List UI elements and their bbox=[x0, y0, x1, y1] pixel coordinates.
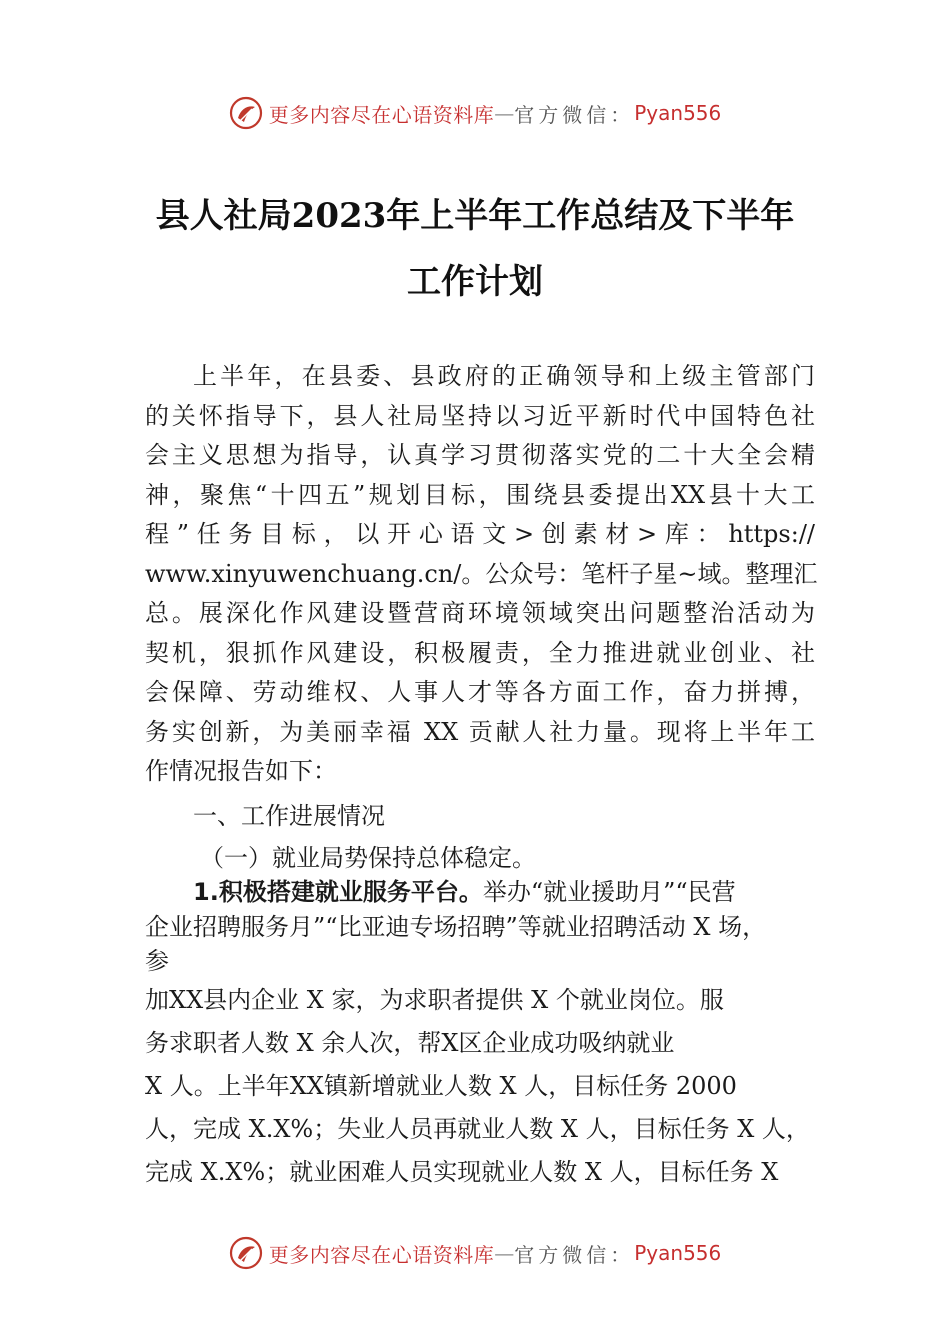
intro-line: 总。展深化作风建设暨营商环境领域突出问题整治活动为 bbox=[145, 599, 815, 627]
footer-banner bbox=[0, 1233, 950, 1273]
header-banner bbox=[0, 93, 950, 133]
intro-line: 的关怀指导下，县人社局坚持以习近平新时代中国特色社 bbox=[145, 401, 815, 430]
banner-wechat-label: 官方微信： bbox=[514, 1242, 635, 1267]
intro-line: 契机，狠抓作风建设，积极履责，全力推进就业创业、社 bbox=[145, 638, 815, 667]
point-1-line-7: 人，完成 X.X%；失业人员再就业人数 X 人，目标任务 X 人， bbox=[145, 1115, 810, 1143]
point-1-lead: 1.积极搭建就业服务平台。 bbox=[193, 878, 483, 906]
point-1-line-6: X 人。上半年XX镇新增就业人数 X 人，目标任务 2000 bbox=[145, 1072, 737, 1100]
banner-wechat-label: 官方微信： bbox=[514, 102, 635, 127]
point-1-line-4: 加XX县内企业 X 家，为求职者提供 X 个就业岗位。服 bbox=[145, 986, 724, 1014]
point-1-line-1 bbox=[193, 872, 736, 907]
banner-brand: 更多内容尽在心语资料库 bbox=[268, 102, 495, 127]
intro-line: 会保障、劳动维权、人事人才等各方面工作，奋力拼搏， bbox=[145, 678, 815, 706]
intro-line: 程”任务目标，以开心语文>创素材>库：https:// bbox=[145, 520, 815, 548]
point-1-line-8: 完成 X.X%；就业困难人员实现就业人数 X 人，目标任务 X bbox=[145, 1158, 779, 1186]
banner-separator: — bbox=[494, 1241, 515, 1265]
point-1-line-2: 企业招聘服务月”“比亚迪专场招聘”等就业招聘活动 X 场， bbox=[145, 913, 767, 941]
intro-line: 作情况报告如下： bbox=[145, 757, 337, 785]
banner-brand: 更多内容尽在心语资料库 bbox=[268, 1242, 495, 1267]
intro-line: 神，聚焦“十四五”规划目标，围绕县委提出XX县十大工 bbox=[145, 480, 815, 509]
intro-line: 务实创新，为美丽幸福 XX 贡献人社力量。现将上半年工 bbox=[145, 717, 815, 746]
banner-separator: — bbox=[494, 101, 515, 125]
intro-line: 上半年，在县委、县政府的正确领导和上级主管部门 bbox=[193, 362, 815, 390]
banner-wechat-id: Pyan556 bbox=[634, 101, 722, 125]
intro-line: 会主义思想为指导，认真学习贯彻落实党的二十大全会精 bbox=[145, 441, 815, 469]
brand-logo-icon bbox=[229, 1236, 263, 1270]
document-title-line-1: 县人社局2023年上半年工作总结及下半年 bbox=[155, 196, 795, 236]
sub-heading: （一）就业局势保持总体稳定。 bbox=[200, 844, 536, 872]
banner-wechat-id: Pyan556 bbox=[634, 1241, 722, 1265]
intro-line: www.xinyuwenchuang.cn/。公众号：笔杆子星~域。整理汇 bbox=[145, 559, 818, 588]
document-title-line-2: 工作计划 bbox=[407, 262, 543, 302]
point-1-line-1-rest: 举办“就业援助月”“民营 bbox=[482, 878, 736, 906]
intro-paragraph bbox=[145, 357, 818, 792]
point-1-line-5: 务求职者人数 X 余人次，帮X区企业成功吸纳就业 bbox=[145, 1029, 675, 1057]
point-1-line-3: 参 bbox=[145, 947, 169, 975]
brand-logo-icon bbox=[229, 96, 263, 130]
section-heading: 一、工作进展情况 bbox=[193, 802, 385, 830]
